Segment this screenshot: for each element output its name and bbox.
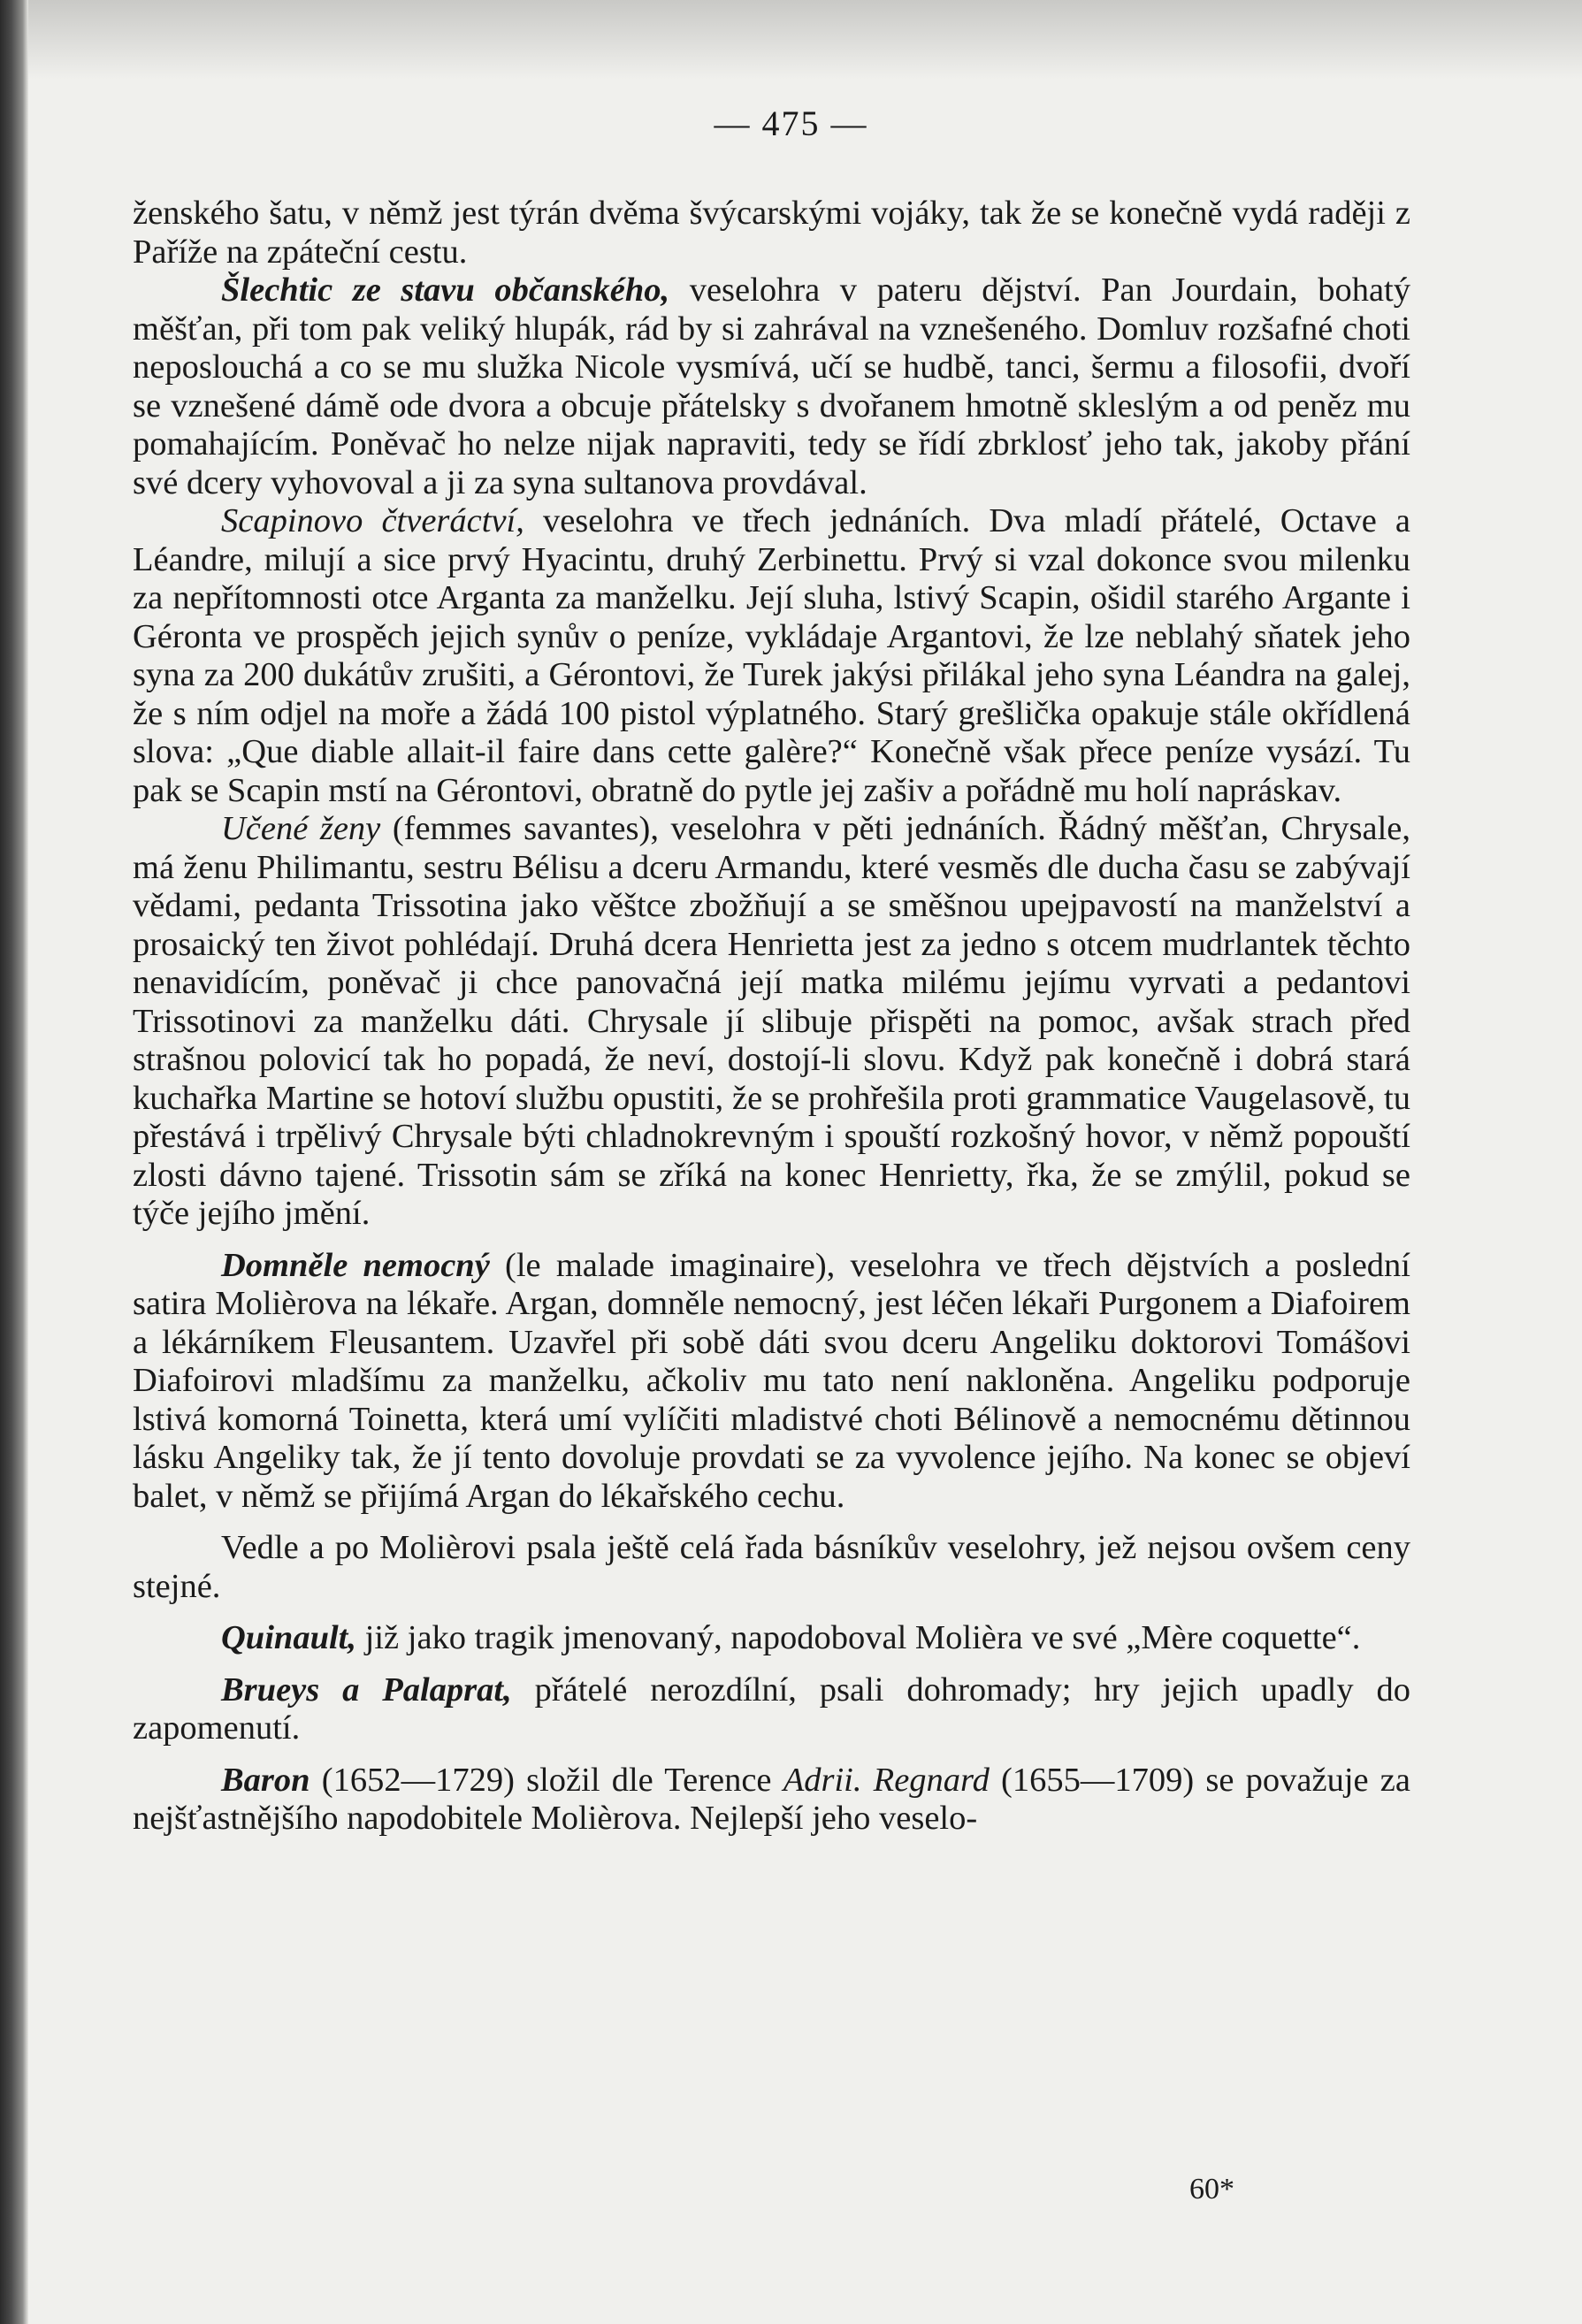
author-name: Brueys a Palaprat, xyxy=(221,1670,512,1709)
paragraph-text: veselohra v pateru dějství. Pan Jourdain, bohatý měšťan, při tom pak veliký hlupák, rád by si zahrával na vznešeného. Domluv rozšafné choti neposlouchá a co se mu služka Nicole vysmívá, učí se hudbě, tanci, šermu a filosofii, dvoří se vznešené dámě ode dvora a obcuje přátelsky s dvořanem hmotně skleslým a od peněz mu pomahajícím. Poněvač ho nelze nijak napraviti, tedy se řídí zbrklosť jeho tak, jakoby přání své dcery vyhovoval a ji za syna sultanova provdával. xyxy=(133,271,1410,501)
paragraph-text: (1652—1729) složil dle Terence xyxy=(310,1761,783,1799)
paragraph-domnele-nemocny xyxy=(133,1247,1410,1517)
paragraph-text: Vedle a po Molièrovi psala ještě celá řada básníkův veselohry, jež nejsou ovšem ceny stejné. xyxy=(133,1529,1410,1605)
paragraph-continuation xyxy=(133,195,1410,271)
author-name: Quinault, xyxy=(221,1619,357,1656)
paragraph-text: (le malade imaginaire), veselohra ve třech dějstvích a poslední satira Molièrova na lékaře. Argan, domněle nemocný, jest léčen lékaři Purgonem a Diafoirem a lékárníkem Fleusantem. Uzavřel při sobě dáti svou dceru Angeliku doktorovi Tomášovi Diafoirovi mladšímu za manželku, ačkoliv mu tato není nakloněna. Angeliku podporuje lstivá komorná Toinetta, která umí vylíčiti mladistvé choti Bélinově a nemocnému dětinnou lásku Angeliky tak, že jí tento dovoluje provdati se za vyvolence jejího. Na konec se objeví balet, v němž se přijímá Argan do lékařského cechu. xyxy=(133,1246,1410,1515)
paragraph-text: ženského šatu, v němž jest týrán dvěma švýcarskými vojáky, tak že se konečně vydá raději z Paříže na zpáteční cestu. xyxy=(133,195,1410,271)
paragraph-baron xyxy=(133,1762,1410,1839)
author-name: Regnard xyxy=(861,1761,990,1799)
paragraph-ucene-zeny xyxy=(133,810,1410,1234)
page-number: — 475 — xyxy=(714,103,868,143)
paragraph-text: přátelé nerozdílní, psali dohromady; hry jejich upadly do zapomenutí. xyxy=(133,1670,1410,1747)
body-text xyxy=(133,195,1410,1839)
signature-mark: 60* xyxy=(1189,2173,1234,2206)
page-top-shade xyxy=(28,0,1582,80)
play-title: Scapinovo čtveráctví, xyxy=(221,502,524,539)
paragraph-text: již jako tragik jmenovaný, napodoboval Molièra ve své „Mère coquette“. xyxy=(356,1619,1361,1656)
play-title: Domněle nemocný xyxy=(221,1246,490,1284)
paragraph-vedle xyxy=(133,1529,1410,1606)
play-title: Šlechtic ze stavu občanského, xyxy=(221,271,670,309)
paragraph-text: (femmes savantes), veselohra v pěti jednáních. Řádný měšťan, Chrysale, má ženu Philimantu, sestru Bélisu a dceru Armandu, které vesměs dle ducha času se zabývají vědami, pedanta Trissotina jako věštce zbožňují a se směšnou upejpavostí na manželství a prosaický ten život pohlédají. Druhá dcera Henrietta jest za jedno s otcem mudrlantek těchto nenavidícím, poněvač ji chce panovačná její matka milému jejímu vyrvati a pedantovi Trissotinovi za manželku dáti. Chrysale jí slibuje přispěti na pomoc, avšak strach před strašnou polovicí tak ho popadá, že neví, dostojí-li slovu. Když pak konečně i dobrá stará kuchařka Martine se hotoví službu opustiti, že se prohřešila proti grammatice Vaugelasově, tu přestává i trpělivý Chrysale býti chladnokrevným i spouští rozkošný hovor, v němž popouští zlosti dávno tajené. Trissotin sám se zříká na konec Henrietty, řka, že se zmýlil, pokud se týče jejího jmění. xyxy=(133,810,1410,1232)
paragraph-quinault xyxy=(133,1619,1410,1658)
paragraph-brueys xyxy=(133,1671,1410,1748)
paragraph-scapin xyxy=(133,502,1410,810)
paragraph-text: veselohra ve třech jednáních. Dva mladí přátelé, Octave a Léandre, milují a sice prvý Hyacintu, druhý Zerbinettu. Prvý si vzal dokonce svou milenku za nepřítomnosti otce Arganta za manželku. Její sluha, lstivý Scapin, ošidil starého Argante i Géronta ve prospěch jejich synův o peníze, vykládaje Argantovi, že lze neblahý sňatek jeho syna za 200 dukátův zrušiti, a Gérontovi, že Turek jakýsi přilákal jeho syna Léandra na galej, že s ním odjel na moře a žádá 100 pistol výplatného. Starý grešlička opakuje stále okřídlená slova: „Que diable allait-il faire dans cette galère?“ Konečně však přece peníze vysází. Tu pak se Scapin mstí na Gérontovi, obratně do pytle jej zašiv a pořádně mu holí napráskav. xyxy=(133,502,1411,809)
paragraph-text: (1655—1709) se považuje za nejšťastnějšího napodobitele Molièrova. Nejlepší jeho veselo- xyxy=(133,1761,1410,1837)
page-binding-edge xyxy=(0,0,28,2324)
paragraph-slechtic xyxy=(133,271,1410,502)
play-title: Učené ženy xyxy=(221,810,381,847)
author-name: Baron xyxy=(221,1761,310,1799)
work-title: Adrii. xyxy=(783,1761,862,1799)
